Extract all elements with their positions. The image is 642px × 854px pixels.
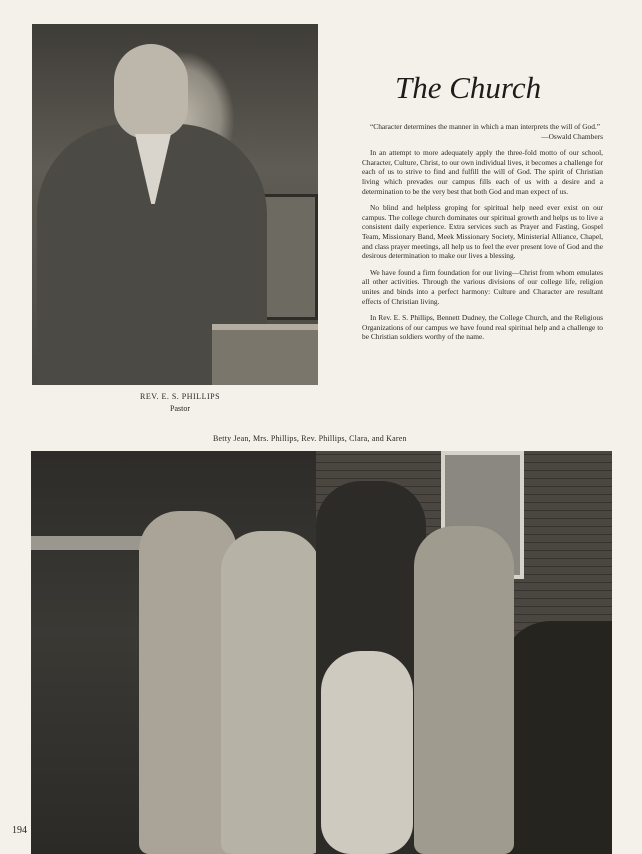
paragraph-4: In Rev. E. S. Phillips, Bennett Dudney, the College Church, and the Religious Organizations of our campus we have found real spiritual help and a challenge to be Christian soldiers worthy of the name. xyxy=(362,313,603,342)
article-body xyxy=(362,122,603,349)
pastor-name: REV. E. S. PHILLIPS xyxy=(139,392,221,401)
pulpit xyxy=(212,324,318,385)
shrubs xyxy=(501,621,612,854)
pastor-role: Pastor xyxy=(170,404,190,413)
family-caption: Betty Jean, Mrs. Phillips, Rev. Phillips, Clara, and Karen xyxy=(213,434,407,443)
page-title: The Church xyxy=(395,70,542,105)
pastor-head xyxy=(114,44,188,139)
paragraph-1: In an attempt to more adequately apply the three-fold motto of our school, Character, Culture, Christ, to our own individual lives, it becomes a challenge for each of us to strive to find and fulfill the will of God. The spirit of Christian living which prevades our campus fills each of us with a desire and a determination to be the very best that both God and man expect of us. xyxy=(362,148,603,196)
family-photo xyxy=(31,451,612,854)
quote xyxy=(362,122,603,141)
pastor-photo xyxy=(32,24,318,385)
person-karen xyxy=(321,651,413,854)
person-clara xyxy=(414,526,514,854)
paragraph-2: No blind and helpless groping for spiritual help need ever exist on our campus. The college church dominates our spiritual growth and helps us to live a consistent daily experience. Extra services such as Prayer and Fasting, Gospel Team, Missionary Band, Meek Missionary Society, Ministerial Alliance, Chapel, and class prayer meetings, all help us to feel the ever present love of God and the desirous determination to make our lives a blessing. xyxy=(362,203,603,261)
person-mrs-phillips xyxy=(221,531,321,854)
quote-text: “Character determines the manner in which a man interprets the will of God.” xyxy=(370,122,601,131)
quote-author: —Oswald Chambers xyxy=(541,131,603,141)
page-number: 194 xyxy=(12,825,27,836)
paragraph-3: We have found a firm foundation for our living—Christ from whom emulates all other activities. Through the various divisions of our college life, religion unites and binds into a perfect harmony: Culture and Character are resultant effects of Christian living. xyxy=(362,267,603,306)
